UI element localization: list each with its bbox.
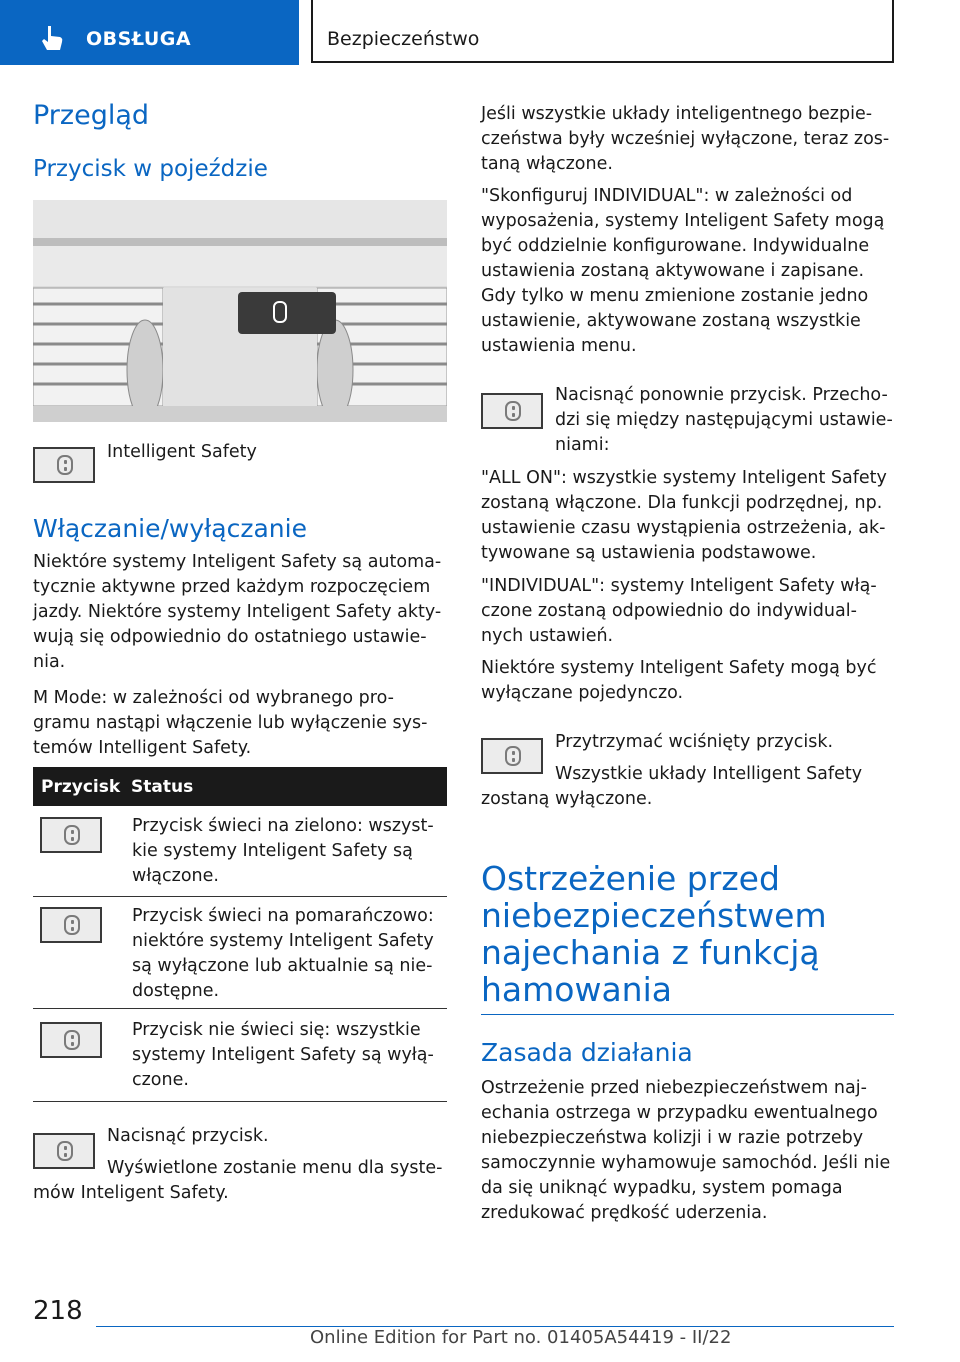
hand-pointer-icon <box>38 24 66 52</box>
dashboard-photo <box>33 200 447 422</box>
paragraph-reactivate: Jeśli wszystkie układy inteligentnego bezpie-czeństwa były wcześniej wyłączone, teraz zos-taną włączone. <box>481 104 890 174</box>
paragraph-individually-off: Niektóre systemy Inteligent Safety mogą być wyłączane pojedynczo. <box>481 658 877 703</box>
paragraph-principle: Ostrzeżenie przed niebezpieczeństwem naj-echania ostrzega w przypadku ewentualnego niebezpieczeństwa kolizji i w razie potrzeby samoczynnie wyhamowuje samochód. Jeśli nie da się uniknąć wypadku, system pomaga zredukować prędkość uderzenia. <box>481 1078 891 1223</box>
table-header-status: Status <box>131 777 194 797</box>
hold-button-result: Wszystkie układy Intelligent Safety zostaną wyłączone. <box>481 764 863 809</box>
page-title: Przegląd <box>33 100 150 131</box>
section-title-principle: Zasada działania <box>481 1038 693 1067</box>
table-header-button: Przycisk <box>41 777 121 797</box>
paragraph-all-on: "ALL ON": wszystkie systemy Inteligent Safety zostaną włączone. Dla funkcji podrzędnej, np. ustawienie czasu wystąpienia ostrzeżenia, ak-tywowane są ustawienia podstawowe. <box>481 468 887 563</box>
dashboard-vents-illustration <box>33 200 447 422</box>
table-row: Przycisk świeci na pomarańczowo: niektóre systemy Inteligent Safety są wyłączone lub aktualnie są nie-dostępne. <box>132 906 434 1001</box>
table-row: Przycisk świeci na zielono: wszyst-kie systemy Inteligent Safety są włączone. <box>132 816 434 886</box>
button-orange-icon <box>40 907 102 943</box>
edition-note: Online Edition for Part no. 01405A54419 - II/22 <box>310 1327 732 1348</box>
icon-caption: Intelligent Safety <box>107 442 257 462</box>
hold-button-label: Przytrzymać wciśnięty przycisk. <box>555 732 834 752</box>
header-section-tab <box>0 0 299 65</box>
intelligent-safety-button-icon <box>481 393 543 429</box>
button-off-icon <box>40 1022 102 1058</box>
chapter-heading-line: hamowania <box>481 970 672 1009</box>
chapter-heading-line: najechania z funkcją <box>481 933 820 972</box>
chapter-heading-line: niebezpieczeństwem <box>481 896 827 935</box>
page-number: 218 <box>33 1296 83 1326</box>
table-divider <box>33 1101 447 1102</box>
press-button-result: Wyświetlone zostanie menu dla syste-mów Inteligent Safety. <box>33 1158 443 1203</box>
table-row: Przycisk nie świeci się: wszystkie systemy Inteligent Safety są wyłą-czone. <box>132 1020 434 1090</box>
section-title-onoff: Włączanie/wyłączanie <box>33 514 307 543</box>
table-divider <box>33 1008 447 1009</box>
section-title-button: Przycisk w pojeździe <box>33 156 268 182</box>
paragraph-m-mode: M Mode: w zależności od wybranego pro-gramu nastąpi włączenie lub wyłączenie sys-temów Intelligent Safety. <box>33 688 428 758</box>
header-section-label: OBSŁUGA <box>86 28 192 50</box>
intelligent-safety-button-icon <box>33 447 95 483</box>
press-again-instruction: Nacisnąć ponownie przycisk. Przecho-dzi się między następującymi ustawie-niami: <box>555 385 893 455</box>
header-chapter <box>311 0 894 63</box>
status-table-header <box>33 767 447 806</box>
press-button-label: Nacisnąć przycisk. <box>107 1126 269 1146</box>
paragraph-individual: "INDIVIDUAL": systemy Inteligent Safety włą-czone zostaną odpowiednio do indywidual-nych ustawień. <box>481 576 877 646</box>
paragraph-auto-active: Niektóre systemy Inteligent Safety są automa-tycznie aktywne przed każdym rozpoczęciem jazdy. Niektóre systemy Inteligent Safety akty-wują się odpowiednio do ostatniego ustawie-nia. <box>33 552 442 672</box>
heading-rule <box>481 1014 894 1015</box>
chapter-heading-line: Ostrzeżenie przed <box>481 859 780 898</box>
paragraph-configure-individual: "Skonfiguruj INDIVIDUAL": w zależności od wyposażenia, systemy Inteligent Safety mogą być oddzielnie konfigurowane. Indywidualne ustawienia zostaną aktywowane i zapisane. Gdy tylko w menu zmienione zostanie jedno ustawienie, aktywowane zostaną wszystkie ustawienia menu. <box>481 186 885 356</box>
table-divider <box>33 896 447 897</box>
button-green-icon <box>40 817 102 853</box>
chapter-heading <box>481 860 894 1008</box>
header-chapter-label: Bezpieczeństwo <box>327 28 480 50</box>
